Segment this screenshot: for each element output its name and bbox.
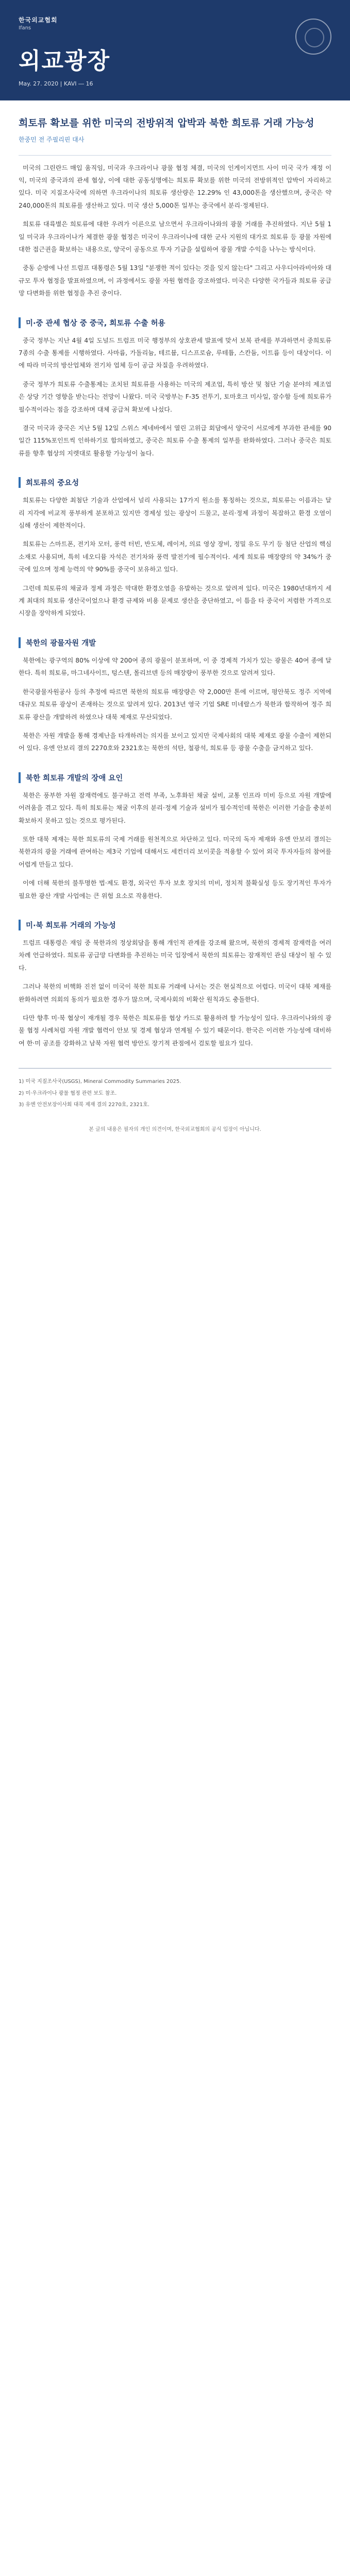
body-paragraph: 미국의 그린란드 매입 움직임, 미국과 우크라이나 광물 협정 체결, 미국의 인게이지먼트 사이 미국 국가 재정 이익, 미국의 중국과의 관세 협상, 이에 대한 공동성명에는 희토류 확보를 위한 미국의 전방위적인 압박이 자리하고 있다. 미국 지질조사국에 의하면 우크라이나의 희토류 생산량은 12.29% 인 43,000톤을 생산했으며, 중국은 약 240,000톤의 희토류를 생산하고 있다. 미국 생산 5,000톤 일부는 중국에서 분리·정제된다. [19, 164, 331, 209]
series-title: 외교광장 [19, 48, 111, 74]
body-paragraph: 중동 순방에 나선 트럼프 대통령은 5월 13일 "분쟁한 적이 있다는 것을 잊지 않는다" 그리고 사우디아라비아와 대규모 투자 협정을 발표하였으며, 이 과정에서도 광물 자원 협력을 강조하였다. 미국은 다양한 국가들과 희토류 공급망 다변화를 위한 협정을 추진 중이다. [19, 264, 331, 297]
body-paragraph: 또한 대북 제재는 북한 희토류의 국제 거래를 원천적으로 차단하고 있다. 미국의 독자 제재와 유엔 안보리 결의는 북한과의 광물 거래에 관여하는 제3국 기업에 대해서도 세컨더리 보이콧을 적용할 수 있어 외국 투자자들의 참여를 어렵게 만들고 있다. [19, 835, 331, 868]
body-paragraph: 북한은 자원 개발을 통해 경제난을 타개하려는 의지를 보이고 있지만 국제사회의 대북 제재로 광물 수출이 제한되어 있다. 유엔 안보리 결의 2270호와 2321호는 북한의 석탄, 철광석, 희토류 등 광물 수출을 금지하고 있다. [19, 732, 331, 752]
section-heading: 미·북 희토류 거래의 가능성 [19, 920, 331, 930]
body-paragraph: 중국 정부가 희토류 수출통제는 조치된 희토류를 사용하는 미국의 제조업, 특히 방산 및 첨단 기술 분야의 제조업은 상당 기간 영향을 받는다는 전망이 나왔다. 미국 국방부는 F-35 전투기, 토마호크 미사일, 잠수함 등에 희토류가 필수적이라는 점을 강조하며 대체 공급처 확보에 나섰다. [19, 380, 331, 413]
issue-meta: May. 27. 2020 | KAVI ― 16 [19, 80, 93, 87]
title-block [0, 100, 350, 148]
body-paragraph: 트럼프 대통령은 재임 중 북한과의 정상회담을 통해 개인적 관계를 강조해 왔으며, 북한의 경제적 잠재력을 여러 차례 언급하였다. 희토류 공급망 다변화를 추진하는 미국 입장에서 북한의 희토류는 잠재적인 관심 대상이 될 수 있다. [19, 939, 331, 972]
section-heading: 북한 희토류 개발의 장애 요인 [19, 772, 331, 783]
body-paragraph: 희토류는 스마트폰, 전기차 모터, 풍력 터빈, 반도체, 레이저, 의료 영상 장비, 정밀 유도 무기 등 첨단 산업의 핵심 소재로 사용되며, 특히 네오디뮴 자석은 전기차와 풍력 발전기에 필수적이다. 세계 희토류 매장량의 약 34%가 중국에 있으며 정제 능력의 약 90%를 중국이 보유하고 있다. [19, 540, 331, 573]
footnote: 3) 유엔 안전보장이사회 대북 제재 결의 2270호, 2321호. [19, 1102, 149, 1108]
section-heading: 북한의 광물자원 개발 [19, 637, 331, 648]
header-band [0, 0, 350, 100]
body-paragraph: 중국 정부는 지난 4월 4일 도널드 트럼프 미국 행정부의 상호관세 발표에 맞서 보복 관세를 부과하면서 중희토류 7종의 수출 통제를 시행하였다. 사마륨, 가돌리늄, 테르븀, 디스프로슘, 루테튬, 스칸듐, 이트륨 등이 대상이다. 이에 따라 미국의 방산업체와 전기차 업체 등이 공급 차질을 우려하였다. [19, 336, 331, 369]
footnote: 1) 미국 지질조사국(USGS), Mineral Commodity Summaries 2025. [19, 1079, 181, 1085]
section-heading: 희토류의 중요성 [19, 477, 331, 488]
disclaimer: 본 글의 내용은 필자의 개인 의견이며, 한국외교협회의 공식 입장이 아닙니다. [89, 1126, 261, 1132]
article-title: 희토류 확보를 위한 미국의 전방위적 압박과 북한 희토류 거래 가능성 [19, 117, 314, 129]
section-heading: 미·중 관세 협상 중 중국, 희토류 수출 허용 [19, 317, 331, 328]
body-paragraph: 이에 더해 북한의 불투명한 법·제도 환경, 외국인 투자 보호 장치의 미비, 정치적 불확실성 등도 장기적인 투자가 필요한 광산 개발 사업에는 큰 위험 요소로 작용한다. [19, 879, 331, 900]
article-body [0, 162, 350, 1050]
org-name-ko: 한국외교협회 [19, 16, 58, 24]
footnote: 2) 미·우크라이나 광물 협정 관련 보도 참조. [19, 1090, 117, 1096]
body-paragraph: 결국 미국과 중국은 지난 5월 12일 스위스 제네바에서 열린 고위급 회담에서 양국이 서로에게 부과한 관세를 90일간 115%포인트씩 인하하기로 합의하였고, 중국은 희토류 수출 통제의 일부를 완화하였다. 그러나 중국은 희토류를 향후 협상의 지렛대로 활용할 가능성이 높다. [19, 425, 331, 457]
body-paragraph: 북한은 풍부한 자원 잠재력에도 불구하고 전력 부족, 노후화된 채굴 설비, 교통 인프라 미비 등으로 자원 개발에 어려움을 겪고 있다. 특히 희토류는 채굴 이후의 분리·정제 기술과 설비가 필수적인데 북한은 이러한 기술을 충분히 확보하지 못하고 있는 것으로 평가된다. [19, 791, 331, 824]
body-paragraph: 희토류는 다양한 최첨단 기술과 산업에서 널리 사용되는 17가지 원소를 통칭하는 것으로, 희토류는 이름과는 달리 지각에 비교적 풍부하게 분포하고 있지만 경제성 있는 광상이 드물고, 분리·정제 과정이 복잡하고 환경 오염이 심해 생산이 제한적이다. [19, 497, 331, 530]
body-paragraph: 그러나 북한의 비핵화 진전 없이 미국이 북한 희토류 거래에 나서는 것은 현실적으로 어렵다. 미국이 대북 제재를 완화하려면 의회의 동의가 필요한 경우가 많으며, 국제사회의 비확산 원칙과도 충돌한다. [19, 983, 331, 1003]
title-divider [19, 155, 331, 156]
emblem-icon [295, 19, 331, 55]
footnote-area [19, 1068, 331, 1110]
body-paragraph: 그런데 희토류의 채굴과 정제 과정은 막대한 환경오염을 유발하는 것으로 알려져 있다. 미국은 1980년대까지 세계 최대의 희토류 생산국이었으나 환경 규제와 비용 문제로 생산을 중단하였고, 이 틈을 타 중국이 저렴한 가격으로 시장을 장악하게 되었다. [19, 584, 331, 617]
body-paragraph: 한국광물자원공사 등의 추정에 따르면 북한의 희토류 매장량은 약 2,000만 톤에 이르며, 평안북도 정주 지역에 대규모 희토류 광상이 존재하는 것으로 알려져 있다. 2013년 영국 기업 SRE 미네랄스가 북한과 합작하여 정주 희토류 광산을 개발하려 하였으나 대북 제재로 무산되었다. [19, 688, 331, 721]
body-paragraph: 다만 향후 미·북 협상이 재개될 경우 북한은 희토류를 협상 카드로 활용하려 할 가능성이 있다. 우크라이나와의 광물 협정 사례처럼 자원 개발 협력이 안보 및 경제 협상과 연계될 수 있기 때문이다. 한국은 이러한 가능성에 대비하여 한·미 공조를 강화하고 남북 자원 협력 방안도 장기적 관점에서 검토할 필요가 있다. [19, 1014, 331, 1047]
org-name-en: Ifans [19, 25, 31, 31]
article-author: 한중민 전 주필리핀 대사 [19, 135, 85, 143]
body-paragraph: 희토류 대륙별은 희토류에 대한 우려가 이른으로 남으면서 우크라이나와의 광물 거래를 추진하였다. 지난 5월 1일 미국과 우크라이나가 체결한 광물 협정은 미국이 우크라이나에 대한 군사 지원의 대가로 희토류 등 광물 자원에 대한 접근권을 확보하는 내용으로, 양국이 공동으로 투자 기금을 설립하여 광물 개발 수익을 나누는 방식이다. [19, 221, 331, 253]
body-paragraph: 북한에는 광구역의 80% 이상에 약 200여 종의 광물이 분포하며, 이 중 경제적 가치가 있는 광물은 40여 종에 달한다. 특히 희토류, 마그네사이트, 텅스텐, 몰리브덴 등의 매장량이 풍부한 것으로 알려져 있다. [19, 656, 331, 677]
